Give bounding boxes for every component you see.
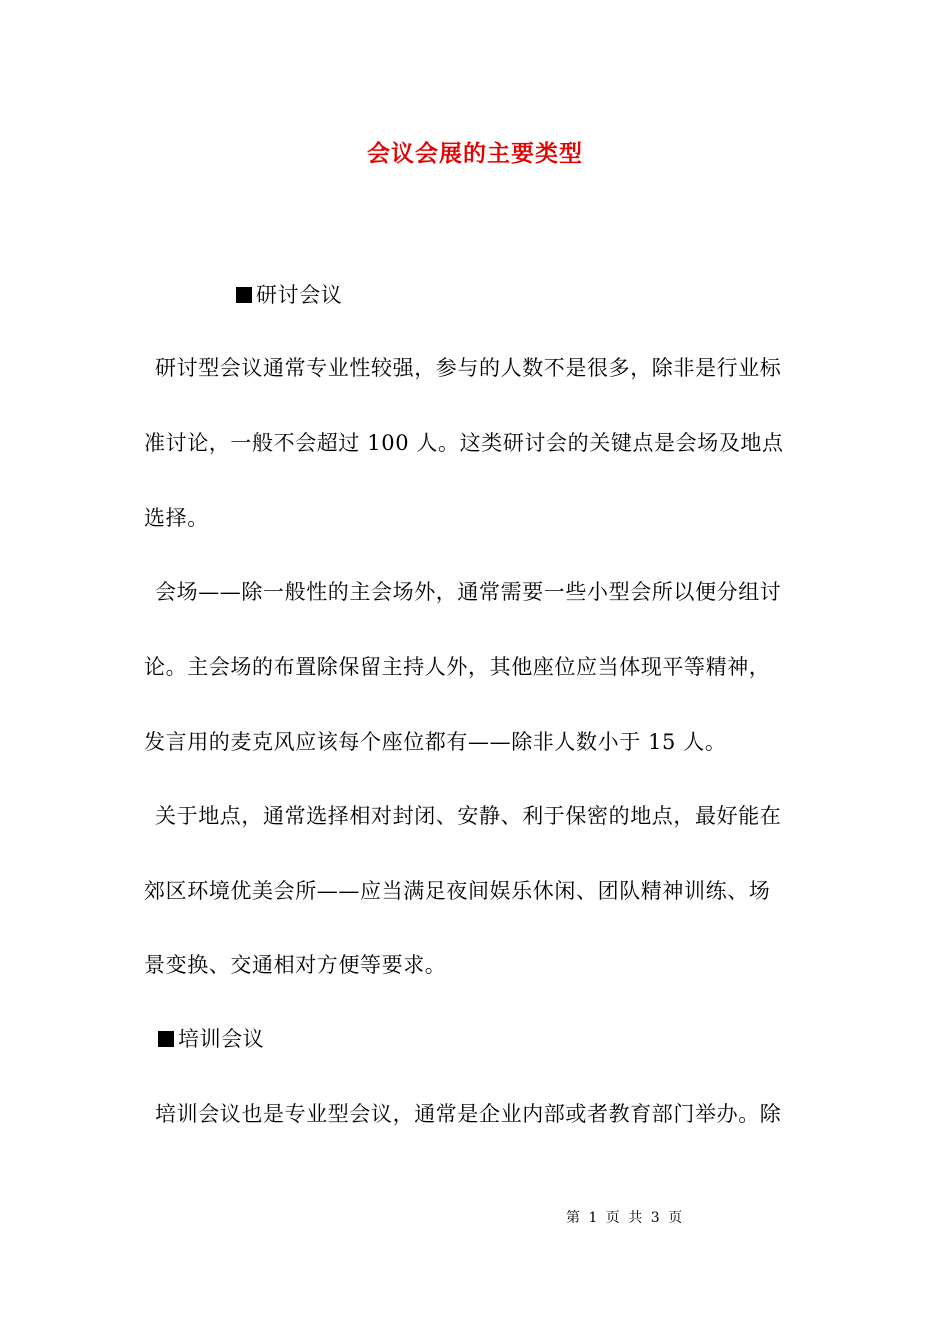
paragraph-line: 研讨型会议通常专业性较强，参与的人数不是很多，除非是行业标 — [155, 356, 782, 380]
paragraph-line: 发言用的麦克风应该每个座位都有——除非人数小于 15 人。 — [144, 730, 727, 754]
section-heading-text: 研讨会议 — [256, 283, 343, 307]
square-bullet-icon — [236, 287, 252, 303]
page-footer: 第 1 页 共 3 页 — [566, 1210, 683, 1226]
paragraph-line: 景变换、交通相对方便等要求。 — [144, 953, 447, 977]
paragraph-line: 郊区环境优美会所——应当满足夜间娱乐休闲、团队精神训练、场 — [144, 879, 771, 903]
section-heading-seminar — [236, 280, 906, 310]
document-title: 会议会展的主要类型 — [367, 140, 583, 167]
paragraph-line: 论。主会场的布置除保留主持人外，其他座位应当体现平等精神， — [144, 655, 771, 679]
section-heading-training — [158, 1024, 828, 1054]
section-heading-text: 培训会议 — [178, 1027, 265, 1051]
paragraph-line: 准讨论，一般不会超过 100 人。这类研讨会的关键点是会场及地点 — [144, 431, 784, 455]
paragraph-line: 会场——除一般性的主会场外，通常需要一些小型会所以便分组讨 — [155, 580, 782, 604]
paragraph-line: 关于地点，通常选择相对封闭、安静、利于保密的地点，最好能在 — [155, 804, 782, 828]
square-bullet-icon — [158, 1031, 174, 1047]
paragraph-line: 选择。 — [144, 506, 209, 530]
paragraph-line: 培训会议也是专业型会议，通常是企业内部或者教育部门举办。除 — [155, 1102, 782, 1126]
